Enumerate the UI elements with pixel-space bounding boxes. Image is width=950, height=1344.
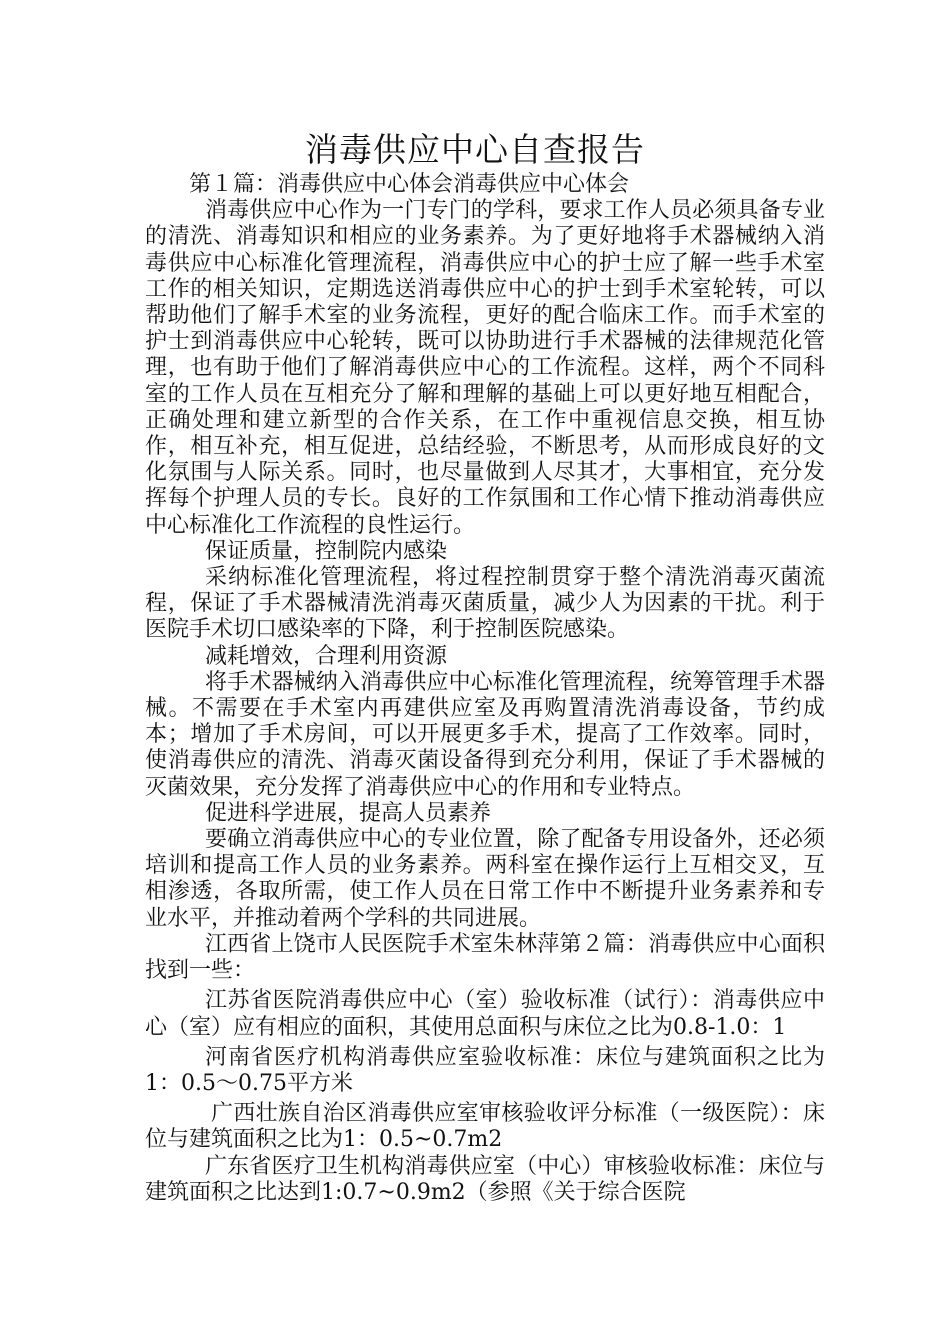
standard-guangxi: 广西壮族自治区消毒供应室审核验收评分标准（一级医院）：床位与建筑面积之比为1：0.5~0.7m2 bbox=[145, 1101, 825, 1153]
body-paragraph: 要确立消毒供应中心的专业位置，除了配备专用设备外，还必须培训和提高工作人员的业务素养。两科室在操作运行上互相交叉，互相渗透，各取所需，使工作人员在日常工作中不断提升业务素养和专业水平，并推动着两个学科的共同进展。 bbox=[145, 827, 825, 931]
standard-jiangsu: 江苏省医院消毒供应中心（室）验收标准（试行）：消毒供应中心（室）应有相应的面积，其使用总面积与床位之比为0.8-1.0：1 bbox=[145, 988, 825, 1040]
section-heading-part-1: 第１篇：消毒供应中心体会消毒供应中心体会 bbox=[189, 172, 630, 197]
subheading-progress: 促进科学进展，提高人员素养 bbox=[205, 800, 492, 826]
standard-henan: 河南省医疗机构消毒供应室验收标准：床位与建筑面积之比为1：0.5～0.75平方米 bbox=[145, 1044, 825, 1096]
body-paragraph: 采纳标准化管理流程，将过程控制贯穿于整个清洗消毒灭菌流程，保证了手术器械清洗消毒灭菌质量，减少人为因素的干扰。利于医院手术切口感染率的下降，利于控制医院感染。 bbox=[145, 565, 825, 643]
author-and-part-2-heading: 江西省上饶市人民医院手术室朱林萍第２篇：消毒供应中心面积找到一些： bbox=[145, 931, 825, 984]
document-title: 消毒供应中心自查报告 bbox=[305, 130, 645, 169]
body-paragraph: 消毒供应中心作为一门专门的学科，要求工作人员必须具备专业的清洗、消毒知识和相应的业务素养。为了更好地将手术器械纳入消毒供应中心标准化管理流程，消毒供应中心的护士应了解一些手术室工作的相关知识，定期选送消毒供应中心的护士到手术室轮转，可以帮助他们了解手术室的业务流程，更好的配合临床工作。而手术室的护士到消毒供应中心轮转，既可以协助进行手术器械的法律规范化管理，也有助于他们了解消毒供应中心的工作流程。这样，两个不同科室的工作人员在互相充分了解和理解的基础上可以更好地互相配合，正确处理和建立新型的合作关系，在工作中重视信息交换，相互协作，相互补充，相互促进，总结经验，不断思考，从而形成良好的文化氛围与人际关系。同时，也尽量做到人尽其才，大事相宜，充分发挥每个护理人员的专长。良好的工作氛围和工作心情下推动消毒供应中心标准化工作流程的良性运行。 bbox=[145, 198, 825, 538]
subheading-quality-control: 保证质量，控制院内感染 bbox=[205, 538, 448, 564]
subheading-efficiency: 减耗增效，合理利用资源 bbox=[205, 643, 448, 669]
document-body bbox=[145, 172, 825, 1206]
body-paragraph: 将手术器械纳入消毒供应中心标准化管理流程，统筹管理手术器械。不需要在手术室内再建供应室及再购置清洗消毒设备，节约成本；增加了手术房间，可以开展更多手术，提高了工作效率。同时，使消毒供应的清洗、消毒灭菌设备得到充分利用，保证了手术器械的灭菌效果，充分发挥了消毒供应中心的作用和专业特点。 bbox=[145, 669, 825, 800]
standard-guangdong: 广东省医疗卫生机构消毒供应室（中心）审核验收标准：床位与建筑面积之比达到1:0.7~0.9m2（参照《关于综合医院 bbox=[145, 1153, 825, 1205]
